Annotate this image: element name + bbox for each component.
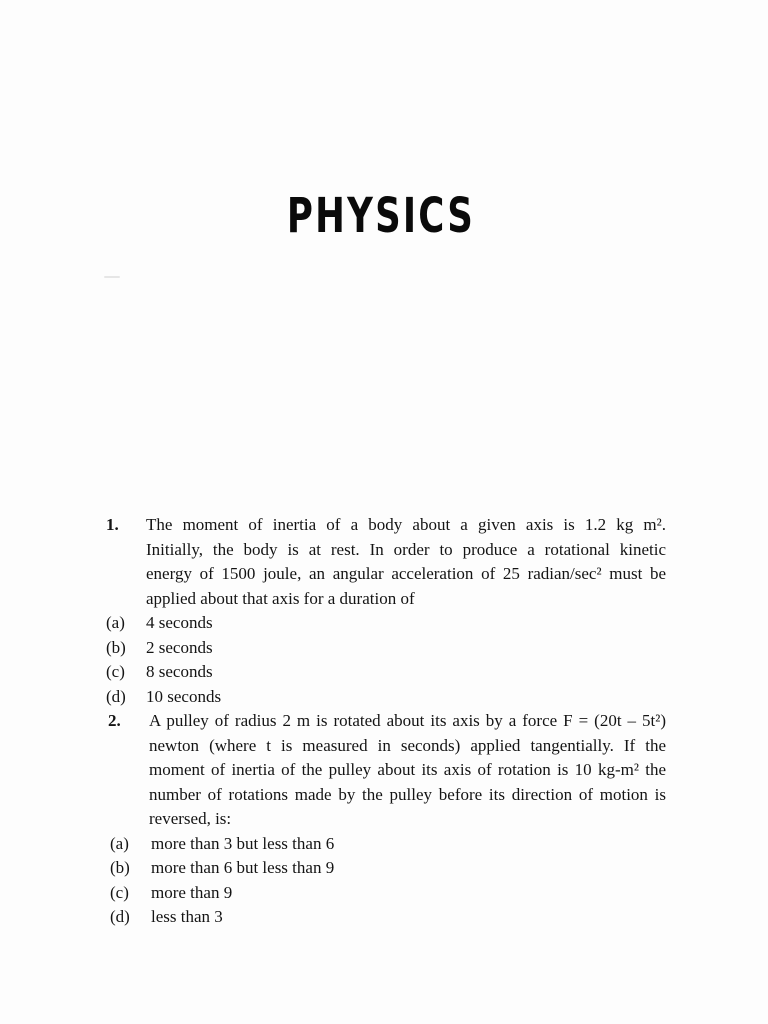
- option-c: [106, 881, 666, 906]
- question-number: 2.: [108, 711, 121, 730]
- option-label: (b): [110, 858, 130, 877]
- question-1: [106, 513, 666, 611]
- question-line: energy of 1500 joule, an angular acceleration of 25 radian/sec² must be: [146, 564, 666, 583]
- question-line: number of rotations made by the pulley before its direction of motion is: [149, 784, 666, 804]
- page-heading: PHYSICS: [286, 188, 476, 244]
- question-line: A pulley of radius 2 m is rotated about its axis by a force F = (20t – 5t²): [149, 711, 666, 730]
- option-d: [106, 685, 666, 710]
- question-number: 1.: [106, 515, 119, 534]
- question-text: [146, 709, 666, 832]
- option-b: [106, 856, 666, 881]
- question-line: The moment of inertia of a body about a given axis is 1.2 kg m².: [146, 515, 666, 534]
- option-label: (b): [106, 637, 126, 657]
- option-text: 4 seconds: [146, 613, 213, 632]
- options-list: [106, 611, 666, 709]
- option-text: 10 seconds: [146, 686, 222, 706]
- question-line: applied about that axis for a duration of: [146, 588, 415, 608]
- option-text: more than 9: [151, 882, 233, 902]
- option-label: (a): [106, 613, 125, 632]
- option-label: (c): [106, 662, 125, 681]
- option-text: 2 seconds: [146, 637, 213, 657]
- question-text: [146, 513, 666, 611]
- options-list: [106, 832, 666, 930]
- option-text: less than 3: [151, 907, 223, 926]
- question-2: [106, 709, 666, 832]
- option-text: more than 6 but less than 9: [151, 858, 335, 877]
- option-label: (d): [106, 686, 126, 706]
- option-a: [106, 832, 666, 857]
- option-label: (c): [110, 882, 129, 902]
- option-c: [106, 660, 666, 685]
- option-b: [106, 636, 666, 661]
- question-list: [106, 513, 666, 930]
- option-label: (a): [110, 833, 129, 853]
- question-line: Initially, the body is at rest. In order to produce a rotational kinetic: [146, 539, 666, 559]
- option-text: 8 seconds: [146, 662, 213, 681]
- option-a: [106, 611, 666, 636]
- scan-speck: [104, 276, 120, 278]
- question-line: newton (where t is measured in seconds) applied tangentially. If the: [149, 735, 666, 755]
- option-text: more than 3 but less than 6: [151, 833, 335, 853]
- option-label: (d): [110, 907, 130, 926]
- question-line: reversed, is:: [149, 809, 232, 828]
- question-line: moment of inertia of the pulley about its axis of rotation is 10 kg-m² the: [149, 760, 666, 779]
- option-d: [106, 905, 666, 930]
